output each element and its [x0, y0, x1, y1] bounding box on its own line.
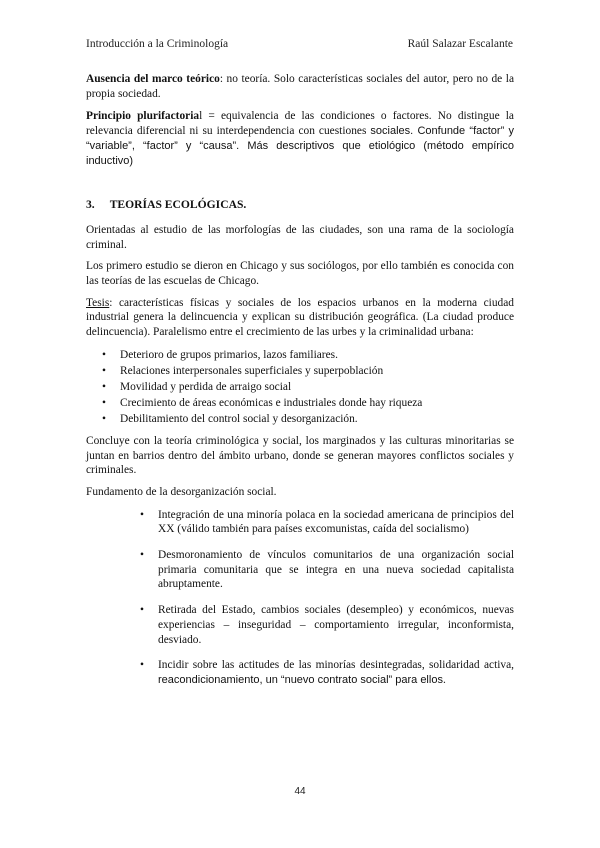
header-title: Introducción a la Criminología	[86, 38, 229, 50]
text-tesis: : características físicas y sociales de los espacios urbanos en la moderna ciudad industrial genera la delincuencia y explican su distribución geográfica. (La ciudad produce delincuencia). Paralelismo entre el crecimiento de las urbes y la criminalidad urbana:	[86, 296, 514, 339]
list-item: • Relaciones interpersonales superficiales y superpoblación	[120, 363, 514, 379]
page-header	[86, 38, 513, 50]
list-item	[158, 658, 514, 687]
bullet-list-paralelismo	[86, 347, 514, 427]
section-number: 3.	[86, 198, 95, 212]
list-item: • Debilitamiento del control social y desorganización.	[120, 411, 514, 427]
paragraph-chicago: Los primero estudio se dieron en Chicago y sus sociólogos, por ello también es conocida con las teorías de las escuelas de Chicago.	[86, 260, 514, 288]
list-item: • Movilidad y perdida de arraigo social	[120, 379, 514, 395]
paragraph-fundamento: Fundamento de la desorganización social.	[86, 485, 277, 498]
paragraph-principio-plurifactorial	[86, 109, 514, 168]
list-item-text-1: Incidir sobre las actitudes de las minorías desintegradas, solidaridad activa,	[158, 659, 514, 672]
text-principio-plurifactorial-1: l = equivalencia de las condiciones o factores. No distingue la relevancia diferencial ni su interdependencia con cuestiones	[86, 110, 514, 138]
list-item: • Integración de una minoría polaca en la sociedad americana de principios del XX (válido también para países excomunistas, caída del socialismo)	[158, 508, 514, 537]
page-number: 44	[294, 786, 306, 797]
text-principio-plurifactorial-2: sociales. Confunde “factor” y “variable”, “factor” y “causa”. Más descriptivos que etiológico (método empírico inductivo)	[86, 125, 514, 167]
list-item: • Retirada del Estado, cambios sociales (desempleo) y económicos, nuevas experiencias – inseguridad – comportamiento irregular, inconformista, desviado.	[158, 603, 514, 647]
list-item-text-2: reacondicionamiento, un “nuevo contrato social” para ellos	[158, 673, 443, 686]
list-item: • Crecimiento de áreas económicas e industriales donde hay riqueza	[120, 395, 514, 411]
paragraph-tesis	[86, 296, 514, 340]
list-item: • Deterioro de grupos primarios, lazos familiares.	[120, 347, 514, 363]
section-heading	[86, 198, 514, 213]
bullet-list-desorganizacion	[86, 508, 514, 688]
term-principio-plurifactorial: Principio plurifactoria	[86, 110, 200, 123]
page-body	[86, 72, 514, 699]
list-item: • Desmoronamiento de vínculos comunitarios de una organización social primaria comunitaria que se integra en una nueva sociedad capitalista abruptamente.	[158, 548, 514, 592]
term-ausencia-marco: Ausencia del marco teórico	[86, 73, 220, 85]
term-tesis: Tesis	[86, 296, 110, 309]
header-author: Raúl Salazar Escalante	[407, 38, 513, 50]
paragraph-ausencia-marco	[86, 72, 514, 101]
section-title: TEORÍAS ECOLÓGICAS.	[109, 198, 247, 212]
paragraph-orientadas: Orientadas al estudio de las morfologías de las ciudades, son una rama de la sociología criminal.	[86, 223, 514, 251]
text-ausencia-marco: : no teoría. Solo características sociales del autor, pero no de la propia sociedad.	[86, 73, 515, 100]
list-item-text-3: .	[442, 673, 446, 686]
paragraph-concluye: Concluye con la teoría criminológica y social, los marginados y las culturas minoritarias se juntan en barrios dentro del ámbito urbano, donde se generan mayores conflictos sociales y criminales.	[86, 434, 514, 477]
